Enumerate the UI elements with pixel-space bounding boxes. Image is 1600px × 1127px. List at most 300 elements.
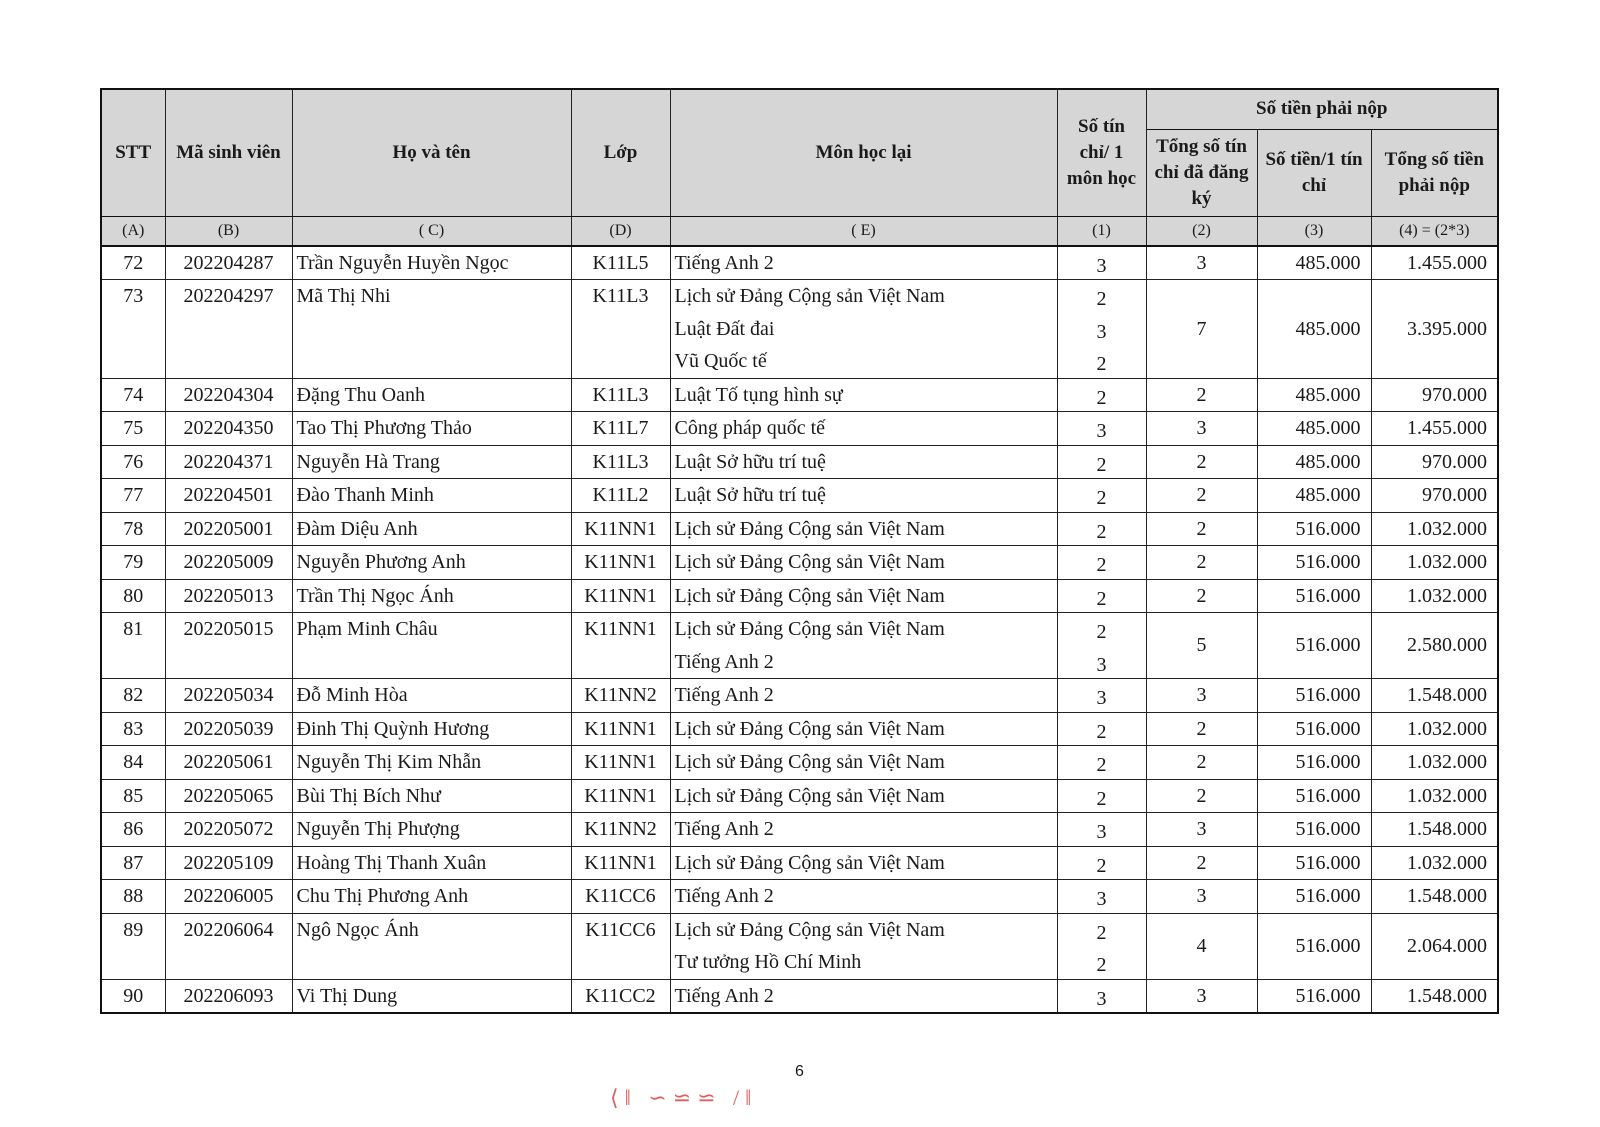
credits-cell <box>1057 280 1146 379</box>
subject-cell-line: Luật Sở hữu trí tuệ <box>674 484 826 506</box>
subject-cell <box>670 913 1057 979</box>
table-row <box>101 846 1498 880</box>
student-id-cell-text: 202206064 <box>183 918 274 941</box>
subject-cell-line: Công pháp quốc tế <box>674 417 826 439</box>
credits-cell <box>1057 779 1146 813</box>
class-cell-text: K11NN1 <box>584 851 657 874</box>
subject-cell-line: Tiếng Anh 2 <box>674 650 774 673</box>
total-amount-cell <box>1371 546 1498 580</box>
name-cell <box>292 412 571 446</box>
stt-cell-text: 78 <box>123 517 144 540</box>
total-credits-cell-text: 2 <box>1196 551 1207 573</box>
name-cell <box>292 512 571 546</box>
class-cell-text: K11L7 <box>592 417 649 439</box>
stt-cell <box>101 445 165 479</box>
total-credits-cell-text: 3 <box>1196 885 1207 907</box>
class-cell <box>571 880 670 914</box>
table-row <box>101 412 1498 446</box>
total-amount-cell <box>1371 512 1498 546</box>
stt-cell <box>101 979 165 1013</box>
class-cell <box>571 445 670 479</box>
student-id-cell <box>165 880 292 914</box>
credits-cell-line: 3 <box>1096 687 1107 709</box>
price-per-credit-cell <box>1257 246 1371 280</box>
price-per-credit-cell <box>1257 378 1371 412</box>
column-code: ( C) <box>292 216 571 246</box>
column-code: (2) <box>1146 216 1257 246</box>
column-code: (1) <box>1057 216 1146 246</box>
subject-cell <box>670 712 1057 746</box>
price-per-credit-cell-text: 485.000 <box>1295 417 1361 439</box>
name-cell-text: Vi Thị Dung <box>296 984 398 1007</box>
total-amount-cell <box>1371 880 1498 914</box>
total-credits-cell <box>1146 712 1257 746</box>
stt-cell <box>101 813 165 847</box>
name-cell <box>292 479 571 513</box>
credits-cell <box>1057 479 1146 513</box>
student-id-cell-text: 202205072 <box>183 818 274 840</box>
name-cell-text: Đàm Diệu Anh <box>296 517 418 540</box>
column-code: (B) <box>165 216 292 246</box>
credits-cell <box>1057 880 1146 914</box>
price-per-credit-cell <box>1257 779 1371 813</box>
credits-cell-line: 2 <box>1096 353 1107 375</box>
stt-cell <box>101 512 165 546</box>
price-per-credit-cell <box>1257 512 1371 546</box>
name-cell <box>292 546 571 580</box>
subject-cell-line: Lịch sử Đảng Cộng sản Việt Nam <box>674 517 945 540</box>
total-amount-cell-text: 1.548.000 <box>1407 818 1488 840</box>
class-cell <box>571 746 670 780</box>
table-row <box>101 479 1498 513</box>
header-price-per-credit: Số tiền/1 tín chỉ <box>1257 129 1371 216</box>
total-amount-cell-text: 1.548.000 <box>1407 684 1488 706</box>
stt-cell-text: 75 <box>123 417 144 439</box>
total-amount-cell-text: 1.032.000 <box>1407 551 1488 573</box>
stt-cell-text: 87 <box>123 851 144 874</box>
credits-cell <box>1057 712 1146 746</box>
total-credits-cell-text: 2 <box>1196 584 1207 607</box>
stt-cell-text: 79 <box>123 551 144 573</box>
stt-cell-text: 77 <box>123 484 144 506</box>
total-amount-cell <box>1371 445 1498 479</box>
total-amount-cell <box>1371 846 1498 880</box>
subject-cell <box>670 779 1057 813</box>
subject-cell <box>670 546 1057 580</box>
total-credits-cell-text: 3 <box>1196 684 1207 706</box>
red-stamp-fragment: ⟨ǁ ∽⋍⋍ /ǁ <box>610 1085 758 1110</box>
name-cell <box>292 880 571 914</box>
header-student-id: Mã sinh viên <box>165 89 292 216</box>
stt-cell <box>101 412 165 446</box>
credits-cell-line: 2 <box>1096 487 1107 509</box>
stt-cell <box>101 246 165 280</box>
table-row <box>101 546 1498 580</box>
total-amount-cell-text: 970.000 <box>1422 484 1488 506</box>
name-cell-text: Tao Thị Phương Thảo <box>296 417 472 439</box>
header-total-amount: Tổng số tiền phải nộp <box>1371 129 1498 216</box>
price-per-credit-cell <box>1257 412 1371 446</box>
subject-cell-line: Lịch sử Đảng Cộng sản Việt Nam <box>674 918 945 941</box>
student-id-cell-text: 202204371 <box>183 450 274 473</box>
student-id-cell-text: 202206093 <box>183 984 274 1007</box>
class-cell <box>571 813 670 847</box>
student-id-cell-text: 202205061 <box>183 751 274 773</box>
class-cell-text: K11L3 <box>592 383 649 406</box>
total-amount-cell-text: 1.032.000 <box>1407 717 1488 740</box>
total-credits-cell <box>1146 813 1257 847</box>
class-cell-text: K11L5 <box>592 251 649 274</box>
price-per-credit-cell-text: 516.000 <box>1295 517 1361 540</box>
total-amount-cell <box>1371 679 1498 713</box>
class-cell-text: K11NN2 <box>584 818 657 840</box>
price-per-credit-cell-text: 485.000 <box>1295 317 1361 340</box>
price-per-credit-cell-text: 485.000 <box>1295 383 1361 406</box>
class-cell <box>571 280 670 379</box>
total-amount-cell <box>1371 280 1498 379</box>
subject-cell <box>670 679 1057 713</box>
subject-cell-line: Tiếng Anh 2 <box>674 984 774 1007</box>
price-per-credit-cell-text: 516.000 <box>1295 784 1361 807</box>
student-id-cell <box>165 712 292 746</box>
header-total-credits: Tổng số tín chỉ đã đăng ký <box>1146 129 1257 216</box>
stt-cell <box>101 546 165 580</box>
total-credits-cell-text: 7 <box>1196 317 1207 340</box>
table-row <box>101 913 1498 979</box>
subject-cell-line: Luật Đất đai <box>674 317 775 340</box>
price-per-credit-cell-text: 485.000 <box>1295 450 1361 473</box>
subject-cell-line: Lịch sử Đảng Cộng sản Việt Nam <box>674 717 945 740</box>
subject-cell-line: Lịch sử Đảng Cộng sản Việt Nam <box>674 285 945 307</box>
subject-cell <box>670 246 1057 280</box>
name-cell <box>292 813 571 847</box>
header-stt: STT <box>101 89 165 216</box>
credits-cell-line: 3 <box>1096 320 1107 343</box>
price-per-credit-cell-text: 516.000 <box>1295 851 1361 874</box>
header-subject: Môn học lại <box>670 89 1057 216</box>
name-cell <box>292 746 571 780</box>
total-amount-cell-text: 970.000 <box>1422 383 1488 406</box>
price-per-credit-cell-text: 516.000 <box>1295 684 1361 706</box>
student-id-cell-text: 202204304 <box>183 383 274 406</box>
total-credits-cell-text: 3 <box>1196 417 1207 439</box>
table-row <box>101 679 1498 713</box>
name-cell <box>292 579 571 613</box>
table-row <box>101 746 1498 780</box>
name-cell <box>292 280 571 379</box>
subject-cell <box>670 579 1057 613</box>
name-cell-text: Đỗ Minh Hòa <box>296 684 408 706</box>
price-per-credit-cell-text: 485.000 <box>1295 484 1361 506</box>
total-credits-cell-text: 2 <box>1196 851 1207 874</box>
credits-cell <box>1057 546 1146 580</box>
stt-cell-text: 90 <box>123 984 144 1007</box>
price-per-credit-cell <box>1257 546 1371 580</box>
subject-cell-line: Luật Tố tụng hình sự <box>674 383 843 406</box>
class-cell-text: K11L2 <box>592 484 649 506</box>
total-amount-cell <box>1371 378 1498 412</box>
student-id-cell <box>165 378 292 412</box>
total-credits-cell <box>1146 846 1257 880</box>
stt-cell <box>101 746 165 780</box>
table-row <box>101 712 1498 746</box>
page-number: 6 <box>795 1063 804 1080</box>
class-cell-text: K11L3 <box>592 285 649 307</box>
stt-cell-text: 82 <box>123 684 144 706</box>
student-id-cell-text: 202205034 <box>183 684 274 706</box>
total-amount-cell <box>1371 613 1498 679</box>
name-cell <box>292 779 571 813</box>
name-cell <box>292 979 571 1013</box>
price-per-credit-cell <box>1257 913 1371 979</box>
student-id-cell-text: 202205015 <box>183 618 274 640</box>
credits-cell <box>1057 579 1146 613</box>
class-cell <box>571 512 670 546</box>
total-credits-cell-text: 3 <box>1196 818 1207 840</box>
credits-cell-line: 2 <box>1096 754 1107 776</box>
student-id-cell <box>165 613 292 679</box>
credits-cell-line: 2 <box>1096 787 1107 810</box>
subject-cell-line: Tiếng Anh 2 <box>674 251 774 274</box>
student-id-cell-text: 202205013 <box>183 584 274 607</box>
subject-cell <box>670 846 1057 880</box>
price-per-credit-cell <box>1257 813 1371 847</box>
price-per-credit-cell <box>1257 579 1371 613</box>
subject-cell-line: Tiếng Anh 2 <box>674 684 774 706</box>
student-id-cell-text: 202206005 <box>183 885 274 907</box>
subject-cell-line: Luật Sở hữu trí tuệ <box>674 450 826 473</box>
class-cell <box>571 613 670 679</box>
credits-cell <box>1057 246 1146 280</box>
stt-cell <box>101 712 165 746</box>
total-credits-cell <box>1146 613 1257 679</box>
stt-cell-text: 80 <box>123 584 144 607</box>
student-id-cell <box>165 779 292 813</box>
student-fee-table <box>100 88 1499 1014</box>
total-amount-cell-text: 1.548.000 <box>1407 885 1488 907</box>
stt-cell-text: 83 <box>123 717 144 740</box>
credits-cell-line: 2 <box>1096 621 1107 643</box>
table-row <box>101 979 1498 1013</box>
student-id-cell <box>165 412 292 446</box>
total-credits-cell <box>1146 979 1257 1013</box>
class-cell <box>571 913 670 979</box>
credits-cell-line: 2 <box>1096 288 1107 310</box>
credits-cell <box>1057 979 1146 1013</box>
name-cell-text: Chu Thị Phương Anh <box>296 885 469 907</box>
credits-cell-line: 3 <box>1096 254 1107 277</box>
price-per-credit-cell-text: 516.000 <box>1295 634 1361 657</box>
total-amount-cell-text: 1.032.000 <box>1407 584 1488 607</box>
table-row <box>101 779 1498 813</box>
stt-cell-text: 72 <box>123 251 144 274</box>
class-cell <box>571 779 670 813</box>
class-cell-text: K11NN1 <box>584 618 657 640</box>
credits-cell-line: 3 <box>1096 987 1107 1010</box>
name-cell-text: Bùi Thị Bích Như <box>296 784 441 807</box>
name-cell-text: Ngô Ngọc Ánh <box>296 918 419 941</box>
subject-cell <box>670 613 1057 679</box>
table-row <box>101 280 1498 379</box>
name-cell-text: Nguyễn Hà Trang <box>296 450 440 473</box>
total-amount-cell <box>1371 913 1498 979</box>
stt-cell-text: 76 <box>123 450 144 473</box>
subject-cell-line: Tiếng Anh 2 <box>674 885 774 907</box>
student-id-cell <box>165 746 292 780</box>
price-per-credit-cell <box>1257 746 1371 780</box>
class-cell <box>571 979 670 1013</box>
price-per-credit-cell-text: 516.000 <box>1295 818 1361 840</box>
column-code: (D) <box>571 216 670 246</box>
student-id-cell-text: 202204350 <box>183 417 274 439</box>
student-id-cell <box>165 246 292 280</box>
column-code: (3) <box>1257 216 1371 246</box>
student-id-cell-text: 202204287 <box>183 251 274 274</box>
column-code: (A) <box>101 216 165 246</box>
subject-cell-line: Tiếng Anh 2 <box>674 818 774 840</box>
credits-cell <box>1057 913 1146 979</box>
total-credits-cell-text: 3 <box>1196 251 1207 274</box>
credits-cell <box>1057 846 1146 880</box>
name-cell-text: Nguyễn Phương Anh <box>296 551 466 573</box>
column-code: ( E) <box>670 216 1057 246</box>
total-credits-cell <box>1146 246 1257 280</box>
credits-cell-line: 2 <box>1096 854 1107 877</box>
total-credits-cell <box>1146 479 1257 513</box>
total-amount-cell <box>1371 779 1498 813</box>
price-per-credit-cell-text: 516.000 <box>1295 584 1361 607</box>
subject-cell-line: Vũ Quốc tế <box>674 350 767 372</box>
total-amount-cell-text: 970.000 <box>1422 450 1488 473</box>
price-per-credit-cell <box>1257 613 1371 679</box>
stt-cell <box>101 479 165 513</box>
total-amount-cell-text: 1.032.000 <box>1407 784 1488 807</box>
stt-cell-text: 89 <box>123 918 144 941</box>
name-cell-text: Đặng Thu Oanh <box>296 383 425 406</box>
total-credits-cell <box>1146 378 1257 412</box>
name-cell <box>292 445 571 479</box>
student-id-cell <box>165 479 292 513</box>
table-row <box>101 512 1498 546</box>
stt-cell-text: 81 <box>123 618 144 640</box>
credits-cell-line: 2 <box>1096 587 1107 610</box>
table-row <box>101 445 1498 479</box>
price-per-credit-cell-text: 516.000 <box>1295 984 1361 1007</box>
name-cell <box>292 846 571 880</box>
student-id-cell <box>165 913 292 979</box>
price-per-credit-cell <box>1257 679 1371 713</box>
credits-cell <box>1057 378 1146 412</box>
class-cell <box>571 479 670 513</box>
price-per-credit-cell <box>1257 712 1371 746</box>
credits-cell-line: 3 <box>1096 888 1107 910</box>
student-id-cell-text: 202205039 <box>183 717 274 740</box>
name-cell-text: Trần Thị Ngọc Ánh <box>296 584 454 607</box>
subject-cell <box>670 813 1057 847</box>
credits-cell-line: 2 <box>1096 720 1107 743</box>
stt-cell <box>101 613 165 679</box>
price-per-credit-cell <box>1257 445 1371 479</box>
total-amount-cell-text: 1.455.000 <box>1407 251 1488 274</box>
price-per-credit-cell <box>1257 479 1371 513</box>
column-code: (4) = (2*3) <box>1371 216 1498 246</box>
total-amount-cell-text: 1.032.000 <box>1407 751 1488 773</box>
price-per-credit-cell <box>1257 979 1371 1013</box>
subject-cell-line: Lịch sử Đảng Cộng sản Việt Nam <box>674 618 945 640</box>
stt-cell <box>101 913 165 979</box>
credits-cell <box>1057 445 1146 479</box>
total-credits-cell-text: 3 <box>1196 984 1207 1007</box>
stt-cell <box>101 779 165 813</box>
class-cell-text: K11NN1 <box>584 517 657 540</box>
total-credits-cell-text: 2 <box>1196 717 1207 740</box>
credits-cell <box>1057 512 1146 546</box>
class-cell <box>571 846 670 880</box>
total-credits-cell <box>1146 280 1257 379</box>
total-credits-cell-text: 2 <box>1196 484 1207 506</box>
stt-cell <box>101 880 165 914</box>
total-credits-cell <box>1146 679 1257 713</box>
total-amount-cell <box>1371 979 1498 1013</box>
price-per-credit-cell-text: 516.000 <box>1295 551 1361 573</box>
student-id-cell <box>165 979 292 1013</box>
credits-cell-line: 3 <box>1096 653 1107 676</box>
table-row <box>101 378 1498 412</box>
table-row <box>101 579 1498 613</box>
total-amount-cell <box>1371 813 1498 847</box>
name-cell <box>292 613 571 679</box>
subject-cell <box>670 746 1057 780</box>
name-cell-text: Đào Thanh Minh <box>296 484 434 506</box>
name-cell-text: Hoàng Thị Thanh Xuân <box>296 851 487 874</box>
table-row <box>101 613 1498 679</box>
total-amount-cell-text: 2.580.000 <box>1407 634 1488 657</box>
name-cell-text: Trần Nguyễn Huyền Ngọc <box>296 251 509 274</box>
header-amount-due: Số tiền phải nộp <box>1146 89 1498 129</box>
header-credits-per-subject: Số tín chỉ/ 1 môn học <box>1057 89 1146 216</box>
student-id-cell <box>165 445 292 479</box>
name-cell-text: Nguyễn Thị Phượng <box>296 818 460 840</box>
class-cell <box>571 246 670 280</box>
total-amount-cell <box>1371 412 1498 446</box>
credits-cell-line: 3 <box>1096 420 1107 442</box>
name-cell-text: Mã Thị Nhi <box>296 285 391 307</box>
subject-cell-line: Lịch sử Đảng Cộng sản Việt Nam <box>674 784 945 807</box>
class-cell-text: K11CC6 <box>585 885 656 907</box>
price-per-credit-cell <box>1257 880 1371 914</box>
total-credits-cell <box>1146 779 1257 813</box>
subject-cell-line: Lịch sử Đảng Cộng sản Việt Nam <box>674 851 945 874</box>
subject-cell-line: Tư tưởng Hồ Chí Minh <box>674 951 862 973</box>
name-cell <box>292 913 571 979</box>
student-id-cell <box>165 512 292 546</box>
credits-cell <box>1057 746 1146 780</box>
name-cell <box>292 246 571 280</box>
total-credits-cell-text: 2 <box>1196 383 1207 406</box>
subject-cell-line: Lịch sử Đảng Cộng sản Việt Nam <box>674 584 945 607</box>
credits-cell-line: 2 <box>1096 386 1107 409</box>
subject-cell <box>670 880 1057 914</box>
student-id-cell <box>165 813 292 847</box>
total-credits-cell <box>1146 579 1257 613</box>
stt-cell <box>101 280 165 379</box>
header-class: Lớp <box>571 89 670 216</box>
subject-cell <box>670 512 1057 546</box>
table-body <box>101 246 1498 1014</box>
stt-cell <box>101 579 165 613</box>
student-id-cell <box>165 679 292 713</box>
price-per-credit-cell-text: 485.000 <box>1295 251 1361 274</box>
